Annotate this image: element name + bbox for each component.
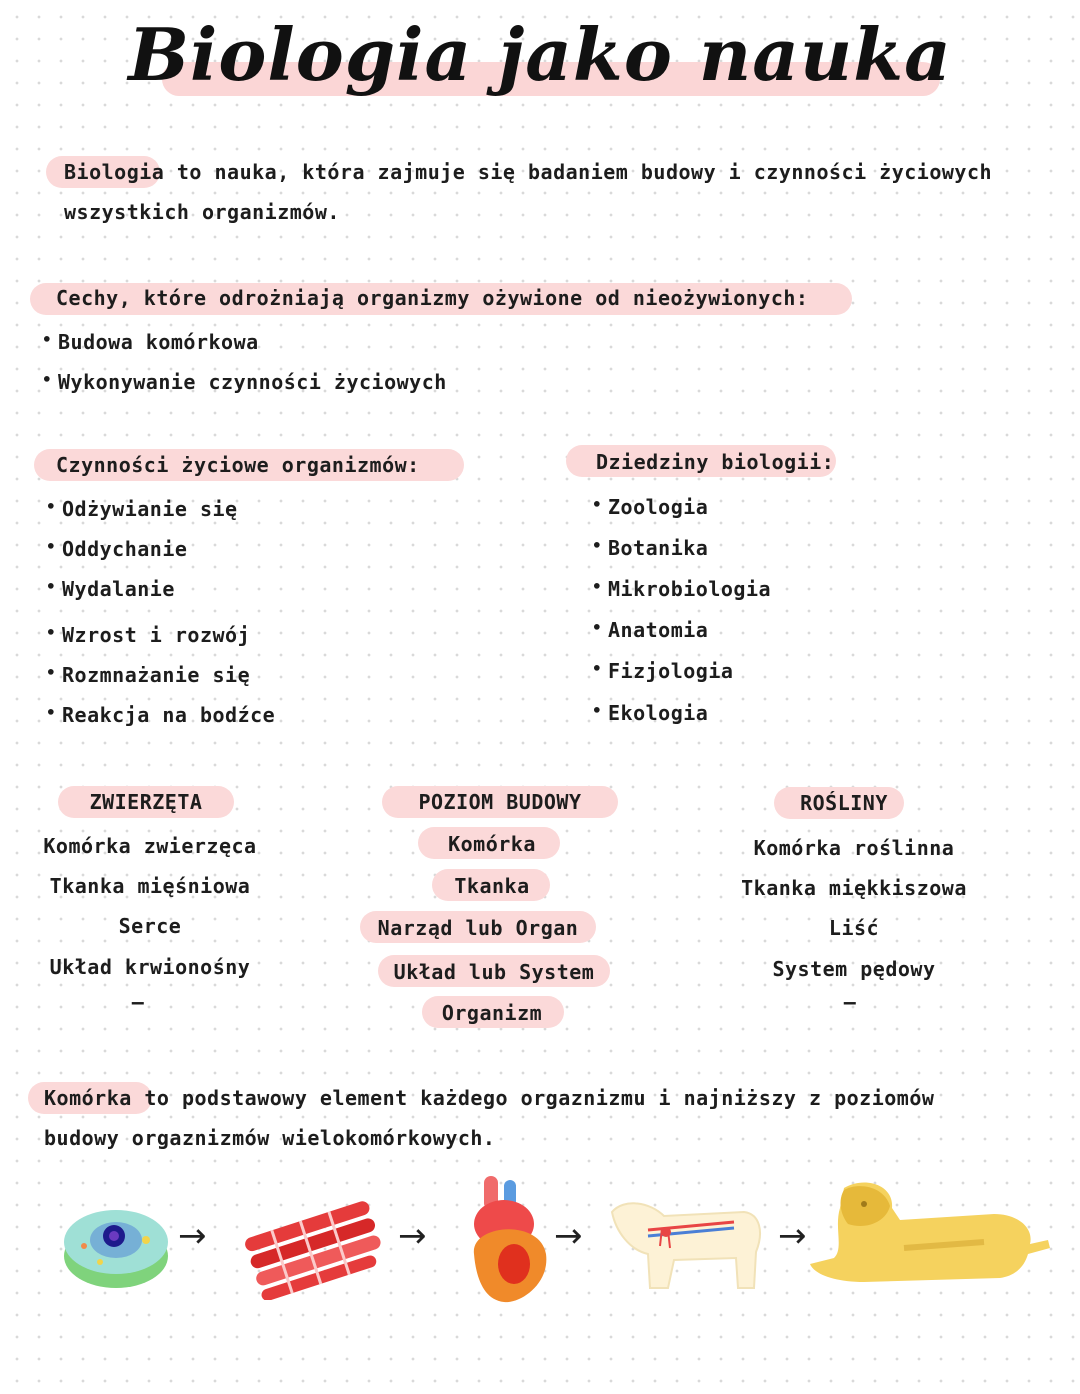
animals-level: — [131,990,145,1014]
muscle-tissue-illustration [240,1200,390,1300]
cell-illustration [60,1206,172,1290]
middle-heading: POZIOM BUDOWY [418,790,582,814]
arrow-icon: → [178,1216,207,1256]
plants-level: — [843,990,857,1014]
arrow-icon: → [554,1216,583,1256]
arrow-icon: → [398,1216,427,1256]
intro-definition: to nauka, która zajmuje się badaniem budowy i czynności życiowych [164,160,993,184]
features-item: • Budowa komórkowa [58,330,259,354]
middle-level: Narząd lub Organ [377,916,579,940]
life-function-item: • Reakcja na bodźce [62,703,275,727]
life-function-item: • Odżywianie się [62,497,238,521]
cell-definition: to podstawowy element każdego orgaznizmu i najniższy z poziomów [131,1086,935,1110]
life-function-item: • Wzrost i rozwój [62,623,250,647]
arrow-icon: → [778,1216,807,1256]
circulatory-system-illustration [604,1192,768,1294]
heart-illustration [460,1174,552,1306]
middle-level: Tkanka [454,874,530,898]
middle-level: Komórka [448,832,536,856]
page-title: Biologia jako nauka [128,12,952,97]
intro-line-2: wszystkich organizmów. [64,200,340,224]
field-item: • Fizjologia [608,659,733,683]
plants-level: Komórka roślinna [753,836,955,860]
animals-level: Serce [118,914,182,938]
animals-level: Tkanka mięśniowa [49,874,251,898]
field-item: • Ekologia [608,701,708,725]
life-function-item: • Wydalanie [62,577,175,601]
cell-term: Komórka [44,1086,132,1110]
animals-level: Komórka zwierzęca [43,834,257,858]
fields-heading: Dziedziny biologii: [596,450,835,474]
plants-level: Tkanka miękkiszowa [741,876,967,900]
plants-level: Liść [828,916,880,940]
cell-note-line-1 [44,1086,934,1110]
middle-level: Układ lub System [393,960,595,984]
life-function-item: • Oddychanie [62,537,187,561]
animals-level: Układ krwionośny [49,955,251,979]
field-item: • Botanika [608,536,708,560]
field-item: • Mikrobiologia [608,577,771,601]
intro-term: Biologia [64,160,165,184]
middle-level: Organizm [441,1001,543,1025]
cell-note-line-2: budowy orgaznizmów wielokomórkowych. [44,1126,496,1150]
intro-line-1 [64,160,992,184]
life-function-item: • Rozmnażanie się [62,663,250,687]
plants-level: System pędowy [772,957,936,981]
features-item: • Wykonywanie czynności życiowych [58,370,447,394]
life-functions-heading: Czynności życiowe organizmów: [56,453,420,477]
animals-heading: ZWIERZĘTA [89,790,203,814]
lion-illustration [804,1178,1054,1290]
field-item: • Anatomia [608,618,708,642]
field-item: • Zoologia [608,495,708,519]
features-heading: Cechy, które odrożniają organizmy ożywione od nieożywionych: [56,286,809,310]
plants-heading: ROŚLINY [800,791,888,815]
